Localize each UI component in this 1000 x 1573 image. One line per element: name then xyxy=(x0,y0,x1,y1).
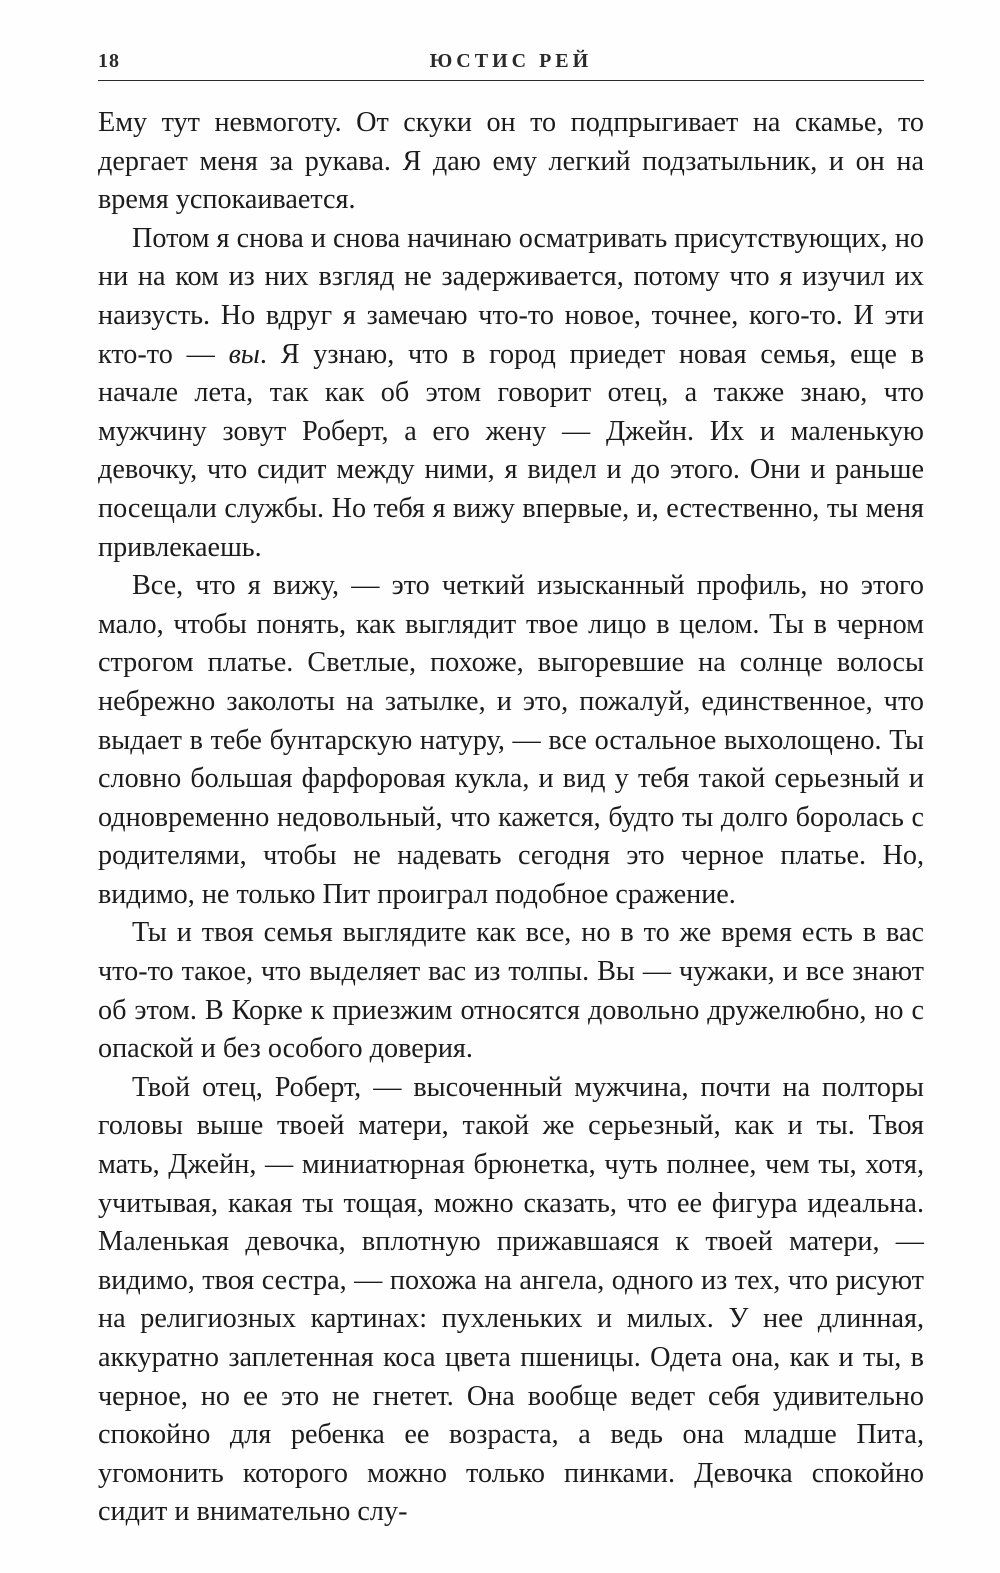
body-text xyxy=(98,104,924,1532)
paragraph-2-part-1: Потом я снова и снова начинаю осматривать присутствующих, но ни на ком из них взгляд не задерживается, потому что я изучил их наизусть. Но вдруг я замечаю что-то новое, точнее, кого-то. И эти кто-то — xyxy=(98,222,924,370)
paragraph-2-part-2: . Я узнаю, что в город приедет новая семья, еще в начале лета, так как об этом говорит отец, а также знаю, что мужчину зовут Роберт, а его жену — Джейн. Их и маленькую девочку, что сидит между ними, я видел и до этого. Они и раньше посещали службы. Но тебя я вижу впервые, и, естественно, ты меня привлекаешь. xyxy=(98,338,924,563)
paragraph-5: Твой отец, Роберт, — высоченный мужчина, почти на полторы головы выше твоей матери, такой же серьезный, как и ты. Твоя мать, Джейн, — миниатюрная брюнетка, чуть полнее, чем ты, хотя, учитывая, какая ты тощая, можно сказать, что ее фигура идеальна. Маленькая девочка, вплотную прижавшаяся к твоей матери, — видимо, твоя сестра, — похожа на ангела, одного из тех, что рисуют на религиозных картинах: пухленьких и милых. У нее длинная, аккуратно заплетенная коса цвета пшеницы. Одета она, как и ты, в черное, но ее это не гнетет. Она вообще ведет себя удивительно спокойно для ребенка ее возраста, а ведь она младше Пита, угомонить которого можно только пинками. Девочка спокойно сидит и внимательно слу- xyxy=(98,1071,924,1528)
paragraph-3: Все, что я вижу, — это четкий изысканный профиль, но этого мало, чтобы понять, как выглядит твое лицо в целом. Ты в черном строгом платье. Светлые, похоже, выгоревшие на солнце волосы небрежно заколоты на затылке, и это, пожалуй, единственное, что выдает в тебе бунтарскую натуру, — все остальное выхолощено. Ты словно большая фарфоровая кукла, и вид у тебя такой серьезный и одновременно недовольный, что кажется, будто ты долго боролась с родителями, чтобы не надевать сегодня это черное платье. Но, видимо, не только Пит проиграл подобное сражение. xyxy=(98,570,924,910)
running-title: ЮСТИС РЕЙ xyxy=(429,50,593,72)
page-number: 18 xyxy=(98,50,120,72)
paragraph-2 xyxy=(98,220,924,567)
page-header xyxy=(98,46,924,81)
paragraph-2-emphasis: вы xyxy=(228,338,260,370)
paragraph-1: Ему тут невмоготу. От скуки он то подпрыгивает на скамье, то дергает меня за рукава. Я даю ему легкий подзатыльник, и он на время успокаивается. xyxy=(98,107,924,216)
paragraph-4: Ты и твоя семья выглядите как все, но в то же время есть в вас что-то такое, что выделяет вас из толпы. Вы — чужаки, и все знают об этом. В Корке к приезжим относятся довольно дружелюбно, но с опаской и без особого доверия. xyxy=(98,917,924,1065)
